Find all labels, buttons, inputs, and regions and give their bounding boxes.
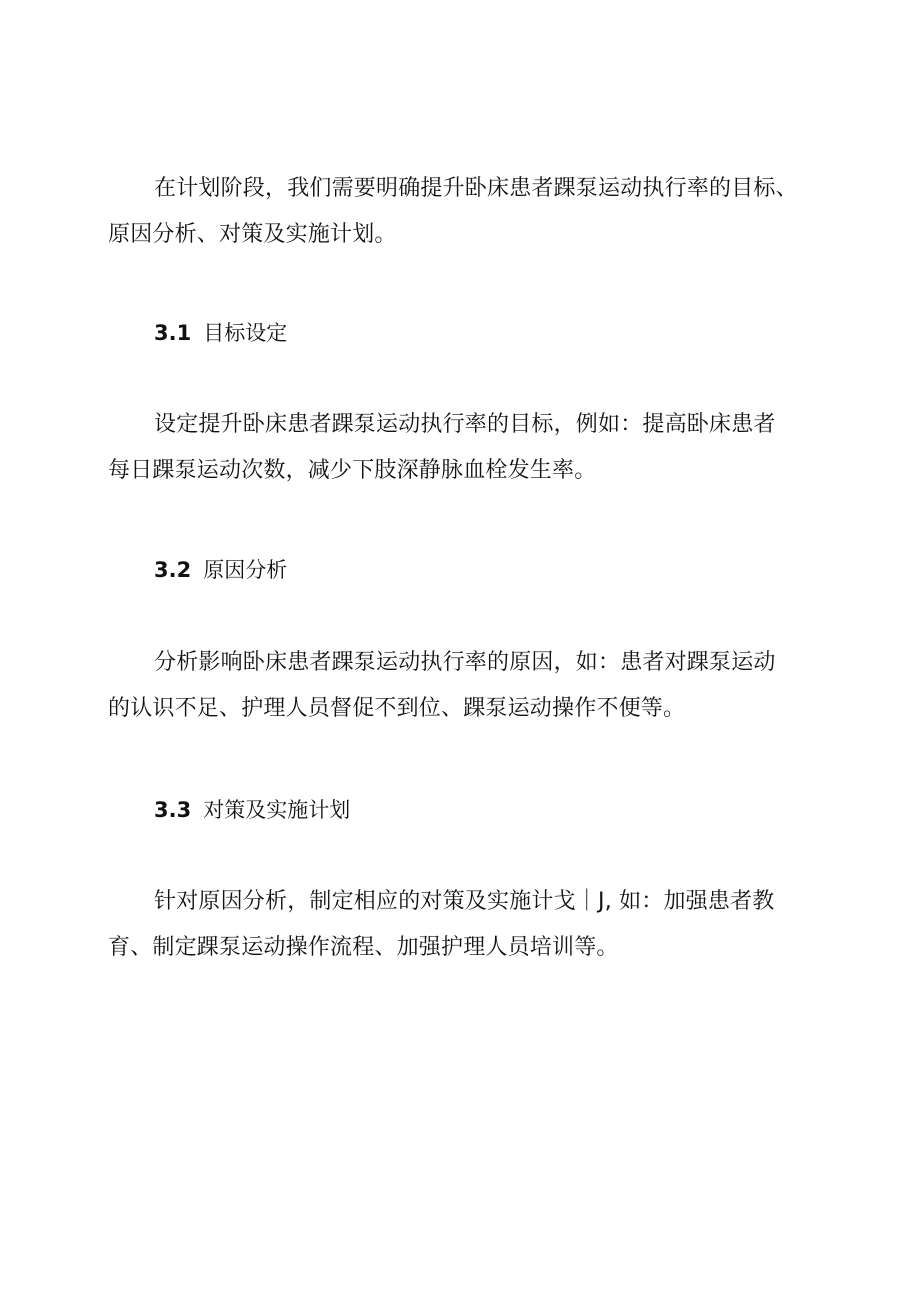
section-heading-3-1 [154, 318, 287, 348]
intro-line-2: 原因分析、对策及实施计划。 [108, 222, 397, 247]
section-3-2-paragraph [108, 640, 808, 732]
paragraph-line-1: 分析影响卧床患者踝泵运动执行率的原因，如：患者对踝泵运动 [154, 650, 776, 675]
paragraph-line-2: 每日踝泵运动次数，减少下肢深静脉血栓发生率。 [108, 458, 597, 483]
section-heading-3-3 [154, 795, 350, 825]
section-title: 目标设定 [203, 321, 288, 345]
section-3-1-paragraph [108, 402, 808, 494]
paragraph-line-1: 针对原因分析，制定相应的对策及实施计戈｜J, 如：加强患者教 [154, 889, 775, 914]
section-title: 对策及实施计划 [203, 798, 351, 822]
paragraph-line-2: 育、制定踝泵运动操作流程、加强护理人员培训等。 [108, 935, 619, 960]
paragraph-line-1: 设定提升卧床患者踝泵运动执行率的目标，例如：提高卧床患者 [154, 412, 776, 437]
section-number: 3.1 [154, 321, 192, 345]
intro-line-1: 在计划阶段，我们需要明确提升卧床患者踝泵运动执行率的目标、 [154, 176, 798, 201]
section-number: 3.2 [154, 558, 192, 582]
section-heading-3-2 [154, 555, 287, 585]
section-title: 原因分析 [203, 558, 288, 582]
intro-paragraph [108, 166, 808, 258]
paragraph-line-2: 的认识不足、护理人员督促不到位、踝泵运动操作不便等。 [108, 696, 686, 721]
section-number: 3.3 [154, 798, 192, 822]
section-3-3-paragraph [108, 879, 808, 971]
